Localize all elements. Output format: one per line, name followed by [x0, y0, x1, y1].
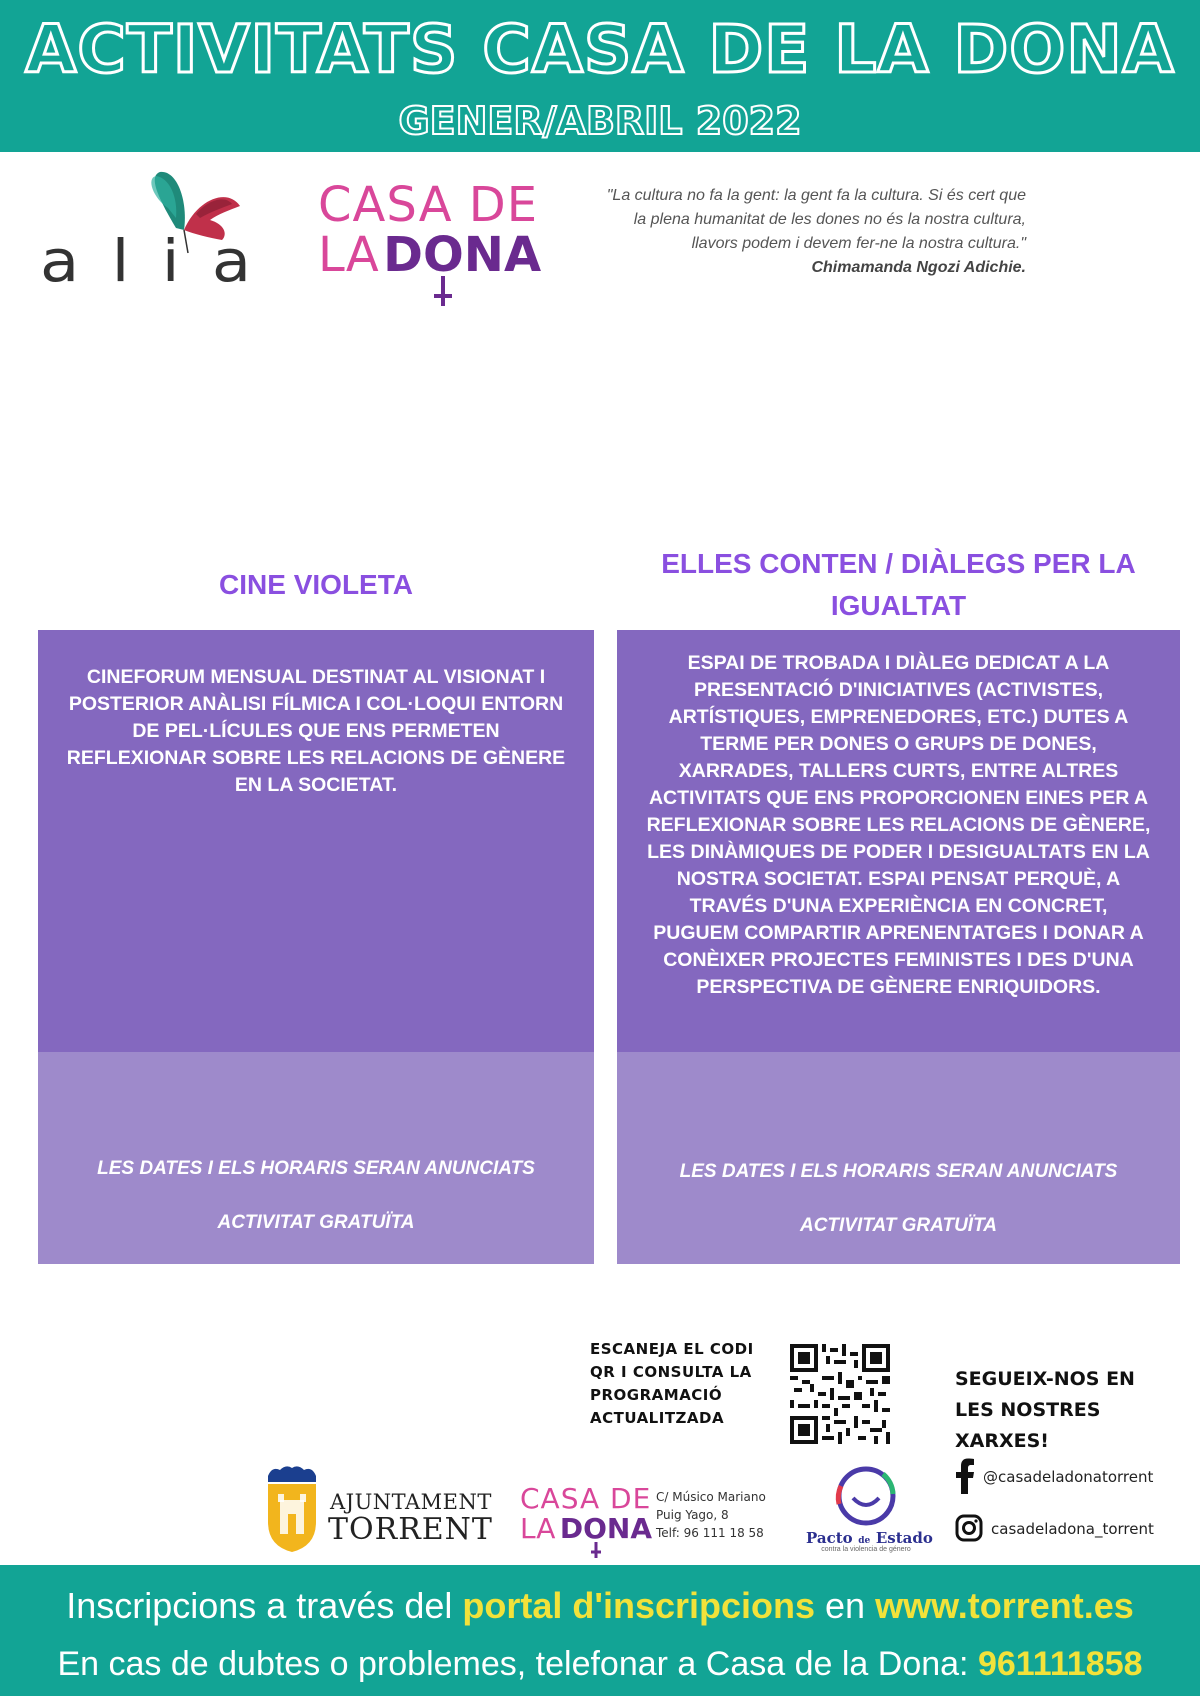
- dates-note: LES DATES I ELS HORARIS SERAN ANUNCIATS: [679, 1161, 1118, 1182]
- footer-text: En cas de dubtes o problemes, telefonar a Casa de la Dona:: [57, 1645, 978, 1683]
- pacto-subtitle: contra la violencia de género: [821, 1546, 911, 1553]
- registration-portal-link[interactable]: portal d'inscripcions: [462, 1585, 816, 1626]
- instagram-link[interactable]: [955, 1514, 1185, 1544]
- column-footer-elles-conten: [617, 1052, 1180, 1264]
- female-symbol-icon: [428, 272, 458, 312]
- footer-text: Inscripcions a través del: [66, 1585, 463, 1626]
- column-title-cine-violeta: CINE VIOLETA: [219, 569, 413, 600]
- logo-la: LA: [318, 227, 379, 283]
- facebook-icon: [955, 1458, 975, 1494]
- pacto-de-word: de: [858, 1536, 871, 1546]
- column-description-cine-violeta: CINEFORUM MENSUAL DESTINAT AL VISIONAT I POSTERIOR ANÀLISI FÍLMICA I COL·LOQUI ENTORN DE PEL·LÍCULES QUE ENS PERMETEN REFLEXIONAR SOBRE LES RELACIONS DE GÈNERE EN LA SOCIETAT.: [38, 630, 594, 1052]
- footer-text: en: [815, 1585, 876, 1626]
- ajuntament-torrent-logo: [262, 1464, 493, 1556]
- phone-line: Telf: 96 111 18 58: [656, 1526, 764, 1540]
- column-footer-cine-violeta: [38, 1052, 594, 1264]
- footer-registration-line: [0, 1582, 1200, 1630]
- logo-casa-de: CASA DE: [318, 177, 539, 233]
- column-title-elles-conten: ELLES CONTEN / DIÀLEGS PER LA IGUALTAT: [661, 548, 1136, 621]
- address-line: Puig Yago, 8: [656, 1508, 729, 1522]
- page-subtitle: GENER/ABRIL 2022: [398, 99, 802, 143]
- torrent-label: TORRENT: [328, 1512, 493, 1547]
- logo-dona: DONA: [383, 227, 542, 283]
- phone-number[interactable]: 961111858: [977, 1645, 1143, 1683]
- instagram-icon: [955, 1514, 983, 1542]
- footer-contact-line: [0, 1640, 1200, 1688]
- ajuntament-label: AJUNTAMENT: [330, 1490, 492, 1514]
- page-title: ACTIVITATS CASA DE LA DONA: [25, 11, 1175, 88]
- free-activity-note: ACTIVITAT GRATUÏTA: [799, 1215, 997, 1236]
- quote-author: Chimamanda Ngozi Adichie.: [811, 259, 1026, 276]
- dates-note: LES DATES I ELS HORARIS SERAN ANUNCIATS: [97, 1158, 535, 1179]
- website-link[interactable]: www.torrent.es: [875, 1585, 1134, 1626]
- casa-de-la-dona-logo: [318, 177, 548, 300]
- quote-text: "La cultura no fa la gent: la gent fa la cultura. Si és cert que la plena humanitat de les dones no és la nostra cultura, llavors podem i devem fer-ne la nostra cultura.": [606, 187, 1026, 252]
- logo-casa-de: CASA DE: [520, 1482, 652, 1515]
- alia-wordmark: a l i a: [40, 228, 258, 296]
- female-symbol-icon: [588, 1542, 604, 1560]
- column-description-elles-conten: ESPAI DE TROBADA I DIÀLEG DEDICAT A LA PRESENTACIÓ D'INICIATIVES (ACTIVISTES, ARTÍSTIQUES, EMPRENEDORES, ETC.) DUTES A TERME PER DONES O GRUPS DE DONES, XARRADES, TALLERS CURTS, ENTRE ALTRES ACTIVITATS QUE ENS PROPORCIONEN EINES PER A REFLEXIONAR SOBRE LES RELACIONS DE GÈNERE, LES DINÀMIQUES DE PODER I DESIGUALTATS EN LA NOSTRA SOCIETAT. ESPAI PENSAT PERQUÈ, A TRAVÉS D'UNA EXPERIÈNCIA EN CONCRET, PUGUEM COMPARTIR APRENENTATGES I DONAR A CONÈIXER PROJECTES FEMINISTES I DES D'UNA PERSPECTIVA DE GÈNERE ENRIQUIDORS.: [617, 630, 1180, 1052]
- pacto-estado-word: Estado: [875, 1529, 933, 1547]
- quote-block: [600, 184, 1026, 280]
- alia-logo: [40, 168, 270, 298]
- casa-de-la-dona-logo-small: [520, 1484, 660, 1560]
- logo-dona: DONA: [559, 1512, 653, 1545]
- facebook-link[interactable]: [955, 1458, 1185, 1494]
- instagram-handle: casadeladona_torrent: [991, 1520, 1154, 1538]
- qr-code[interactable]: [790, 1344, 890, 1444]
- casa-address: [656, 1488, 786, 1542]
- pacto-de-estado-logo: [806, 1464, 933, 1554]
- pacto-circle-icon: [831, 1464, 901, 1528]
- address-line: C/ Músico Mariano: [656, 1490, 766, 1504]
- pacto-word: Pacto: [806, 1529, 853, 1547]
- coat-of-arms-icon: [262, 1464, 322, 1554]
- social-heading: SEGUEIX-NOS EN LES NOSTRES XARXES!: [955, 1368, 1135, 1452]
- free-activity-note: ACTIVITAT GRATUÏTA: [217, 1212, 415, 1233]
- qr-caption: ESCANEJA EL CODI QR I CONSULTA LA PROGRAMACIÓ ACTUALITZADA: [590, 1340, 754, 1427]
- facebook-handle: @casadeladonatorrent: [983, 1468, 1154, 1486]
- logo-la: LA: [520, 1512, 556, 1545]
